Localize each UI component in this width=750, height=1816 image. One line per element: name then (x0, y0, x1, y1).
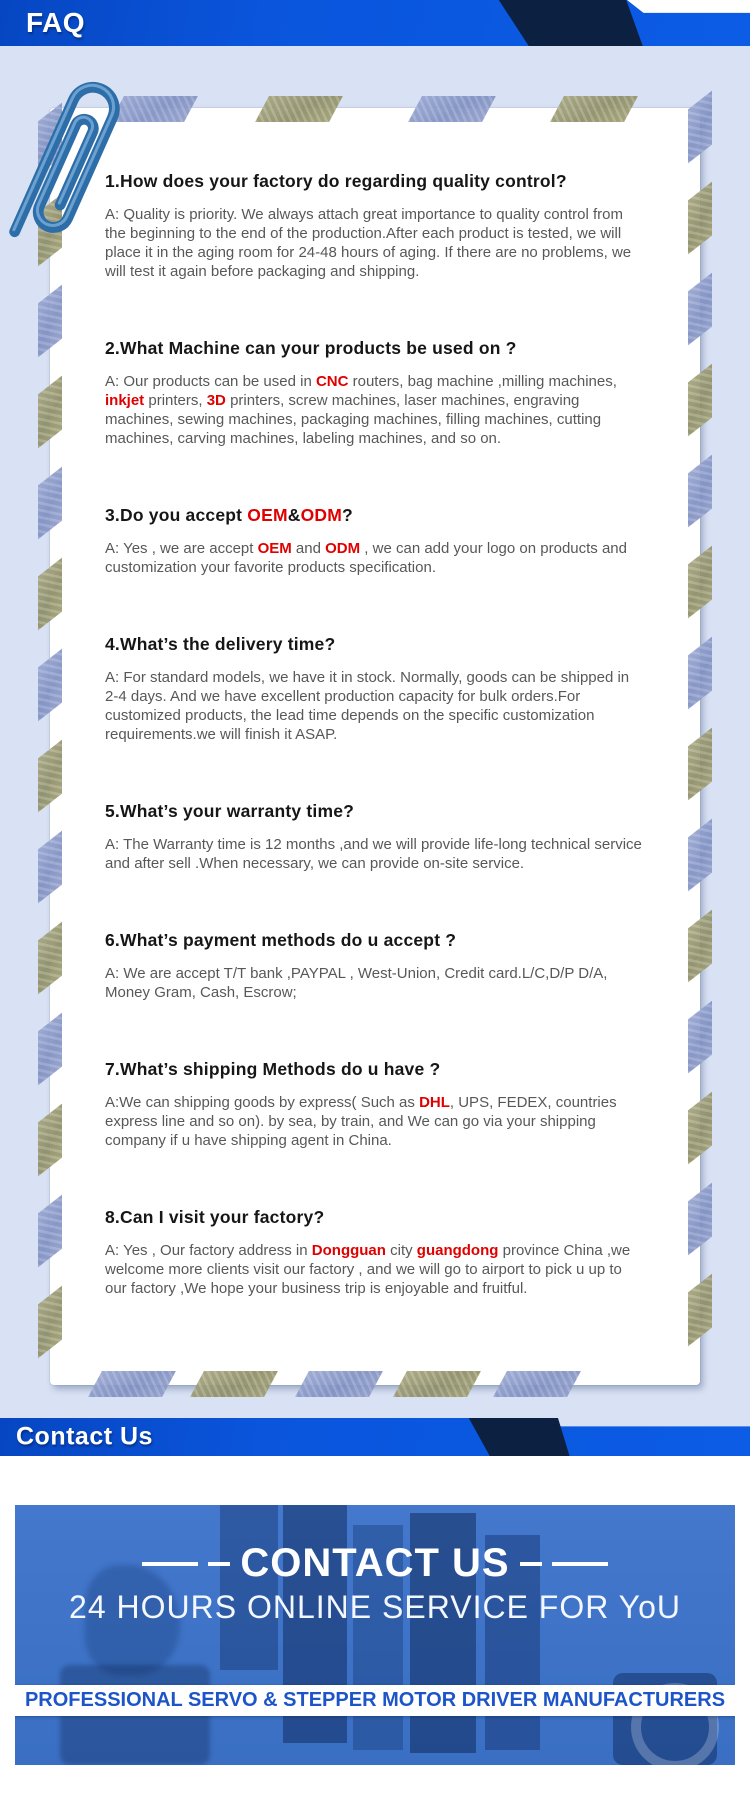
contact-hero-title-row (15, 1541, 735, 1586)
text-segment: and (291, 540, 326, 557)
contact-hero-title: CONTACT US (240, 1541, 510, 1585)
washi-tape (190, 1371, 278, 1397)
washi-tape (688, 637, 712, 710)
contact-section-banner (0, 1418, 750, 1456)
highlighted-text: ODM (325, 540, 361, 557)
washi-tape (408, 96, 496, 122)
washi-tape (493, 1371, 581, 1397)
highlighted-text: OEM (247, 505, 288, 525)
washi-tape (38, 1286, 62, 1359)
faq-question (105, 800, 645, 822)
servo-driver-silhouette (220, 1505, 278, 1670)
text-segment: printers, screw machines, laser machines, engraving machines, sewing machines, packaging machines, filling machines, cutting machines, carving machines, labeling machines, and so on. (105, 392, 602, 447)
dash-line (142, 1562, 198, 1566)
faq-question (105, 504, 645, 526)
faq-card (50, 108, 700, 1385)
text-segment: 1.How does your factory do regarding quality control? (105, 171, 567, 191)
faq-item (105, 633, 645, 744)
text-segment: 8.Can I visit your factory? (105, 1207, 325, 1227)
dash-line (520, 1562, 542, 1566)
highlighted-text: 3D (206, 392, 226, 409)
faq-answer (105, 1241, 645, 1298)
faq-item (105, 1058, 645, 1150)
faq-question (105, 633, 645, 655)
faq-section-title: FAQ (26, 7, 86, 38)
faq-question (105, 1206, 645, 1228)
text-segment: 3.Do you accept (105, 505, 248, 525)
spacer (0, 1765, 750, 1816)
washi-tape (38, 649, 62, 722)
washi-tape (38, 1195, 62, 1268)
text-segment: A: Our products can be used in (105, 373, 316, 390)
washi-tape (88, 1371, 176, 1397)
washi-tape (38, 831, 62, 904)
text-segment: , UPS, FEDEX, countries express line and so on). by sea, by train, and We can go via your shipping company if u have shipping agent in China. (105, 1094, 617, 1149)
washi-tape (255, 96, 343, 122)
text-segment: 4.What’s the delivery time? (105, 634, 336, 654)
faq-answer (105, 205, 645, 281)
washi-tape (38, 467, 62, 540)
text-segment: A: Quality is priority. We always attach great importance to quality control from the beginning to the end of the production.After each product is tested, we will place it in the aging room for 24-48 hours of aging. If there are no problems, we will test it again before packaging and shipping. (105, 206, 632, 280)
faq-question (105, 337, 645, 359)
washi-tape (38, 376, 62, 449)
faq-section (0, 46, 750, 1418)
washi-tape (688, 728, 712, 801)
text-segment: , we can add your logo on products and customization your favorite products specification. (105, 540, 627, 576)
faq-item (105, 504, 645, 577)
faq-list (105, 170, 645, 1298)
washi-tape (688, 1183, 712, 1256)
washi-tape (38, 1013, 62, 1086)
text-segment: printers, (144, 392, 207, 409)
faq-answer (105, 1093, 645, 1150)
washi-tape (550, 96, 638, 122)
highlighted-text: ODM (300, 505, 343, 525)
contact-hero-image (15, 1505, 735, 1765)
text-segment: province China ,we welcome more clients visit our factory , and we will go to airport to pick u up to our factory ,We hope your business trip is enjoyable and fruitful. (105, 1242, 631, 1297)
washi-tape (688, 819, 712, 892)
washi-tape (295, 1371, 383, 1397)
washi-tape (38, 1104, 62, 1177)
text-segment: A: For standard models, we have it in stock. Normally, goods can be shipped in 2-4 days. And we have excellent production capacity for bulk orders.For customized products, the lead time depends on the specific customization requirements.we will finish it ASAP. (105, 669, 630, 743)
faq-item (105, 170, 645, 281)
washi-tape (38, 285, 62, 358)
faq-item (105, 1206, 645, 1298)
text-segment: A:We can shipping goods by express( Such as (105, 1094, 420, 1111)
highlighted-text: OEM (257, 540, 292, 557)
washi-tape (38, 740, 62, 813)
highlighted-text: CNC (315, 373, 349, 390)
dash-line (552, 1562, 608, 1566)
washi-tape (688, 1092, 712, 1165)
text-segment: 2.What Machine can your products be used on ? (105, 338, 517, 358)
faq-section-banner (0, 0, 750, 46)
spacer (0, 1456, 750, 1505)
text-segment: routers, bag machine ,milling machines, (348, 373, 617, 390)
highlighted-text: Dongguan (311, 1242, 386, 1259)
faq-question (105, 1058, 645, 1080)
contact-hero-subtitle: 24 HOURS ONLINE SERVICE FOR YoU (69, 1589, 681, 1625)
text-segment: A: The Warranty time is 12 months ,and we will provide life-long technical service and after sell .When necessary, we can provide on-site service. (105, 836, 642, 872)
text-segment: 5.What’s your warranty time? (105, 801, 355, 821)
washi-tape (38, 922, 62, 995)
contact-section-title: Contact Us (16, 1422, 153, 1451)
washi-tape (688, 546, 712, 619)
faq-answer (105, 539, 645, 577)
text-segment: A: We are accept T/T bank ,PAYPAL , West-Union, Credit card.L/C,D/P D/A, Money Gram, Cash, Escrow; (105, 965, 608, 1001)
washi-tape (688, 91, 712, 164)
faq-item (105, 337, 645, 448)
washi-tape (688, 1001, 712, 1074)
faq-answer (105, 964, 645, 1002)
text-segment: city (385, 1242, 417, 1259)
faq-question (105, 929, 645, 951)
washi-tape (688, 182, 712, 255)
faq-answer (105, 668, 645, 744)
faq-item (105, 800, 645, 873)
highlighted-text: inkjet (105, 392, 145, 409)
washi-tape (688, 455, 712, 528)
washi-tape (393, 1371, 481, 1397)
highlighted-text: guangdong (416, 1242, 499, 1259)
text-segment: A: Yes , we are accept (105, 540, 258, 557)
text-segment: ? (342, 505, 353, 525)
highlighted-text: DHL (419, 1094, 450, 1111)
faq-item (105, 929, 645, 1002)
dash-line (208, 1562, 230, 1566)
contact-hero-strip: PROFESSIONAL SERVO & STEPPER MOTOR DRIVER MANUFACTURERS (15, 1685, 735, 1716)
text-segment: 7.What’s shipping Methods do u have ? (105, 1059, 441, 1079)
text-segment: A: Yes , Our factory address in (105, 1242, 312, 1259)
washi-tape (38, 558, 62, 631)
faq-question (105, 170, 645, 192)
washi-tape (688, 273, 712, 346)
washi-tape (688, 1274, 712, 1347)
text-segment: 6.What’s payment methods do u accept ? (105, 930, 457, 950)
faq-answer (105, 835, 645, 873)
text-segment: & (287, 505, 301, 525)
faq-answer (105, 372, 645, 448)
washi-tape (688, 910, 712, 983)
washi-tape (688, 364, 712, 437)
